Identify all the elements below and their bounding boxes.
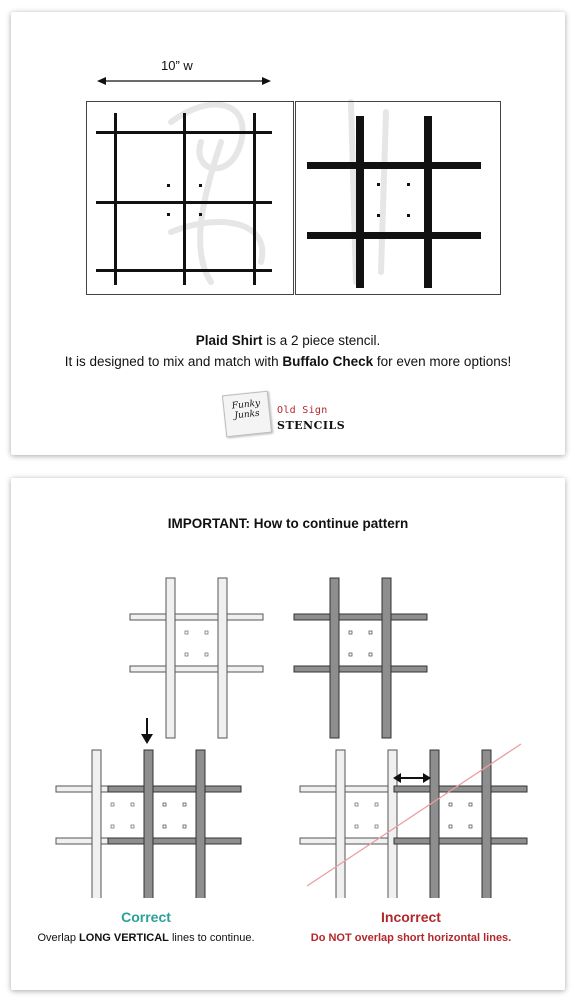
pattern-instructions-card	[11, 478, 565, 990]
correct-title: Correct	[121, 909, 171, 925]
stencils-label: STENCILS	[277, 419, 346, 432]
pattern-diagrams	[11, 478, 565, 898]
incorrect-title: Incorrect	[381, 909, 441, 925]
incorrect-description: Do NOT overlap short horizontal lines.	[310, 932, 512, 944]
incorrect-dark-piece	[394, 750, 527, 898]
funky-junks-logo: Funky Junks	[222, 391, 272, 438]
caption-line-2: It is designed to mix and match with Buffalo Check for even more options!	[64, 354, 512, 369]
instructions-title: IMPORTANT: How to continue pattern	[167, 516, 409, 531]
dark-piece-top	[294, 578, 427, 738]
caption-line-1: Plaid Shirt is a 2 piece stencil.	[195, 333, 381, 348]
stencil-piece-thin	[86, 101, 294, 295]
stencil-piece-thick	[295, 101, 501, 295]
light-piece-top	[130, 578, 263, 738]
correct-light-piece	[56, 750, 189, 898]
dimension-label: 10” w	[161, 58, 193, 73]
incorrect-light-piece	[300, 750, 433, 898]
stencil-info-card	[11, 12, 565, 455]
correct-description: Overlap LONG VERTICAL lines to continue.	[37, 932, 255, 944]
old-sign-label: Old Sign	[277, 405, 328, 416]
correct-dark-piece	[108, 750, 241, 898]
